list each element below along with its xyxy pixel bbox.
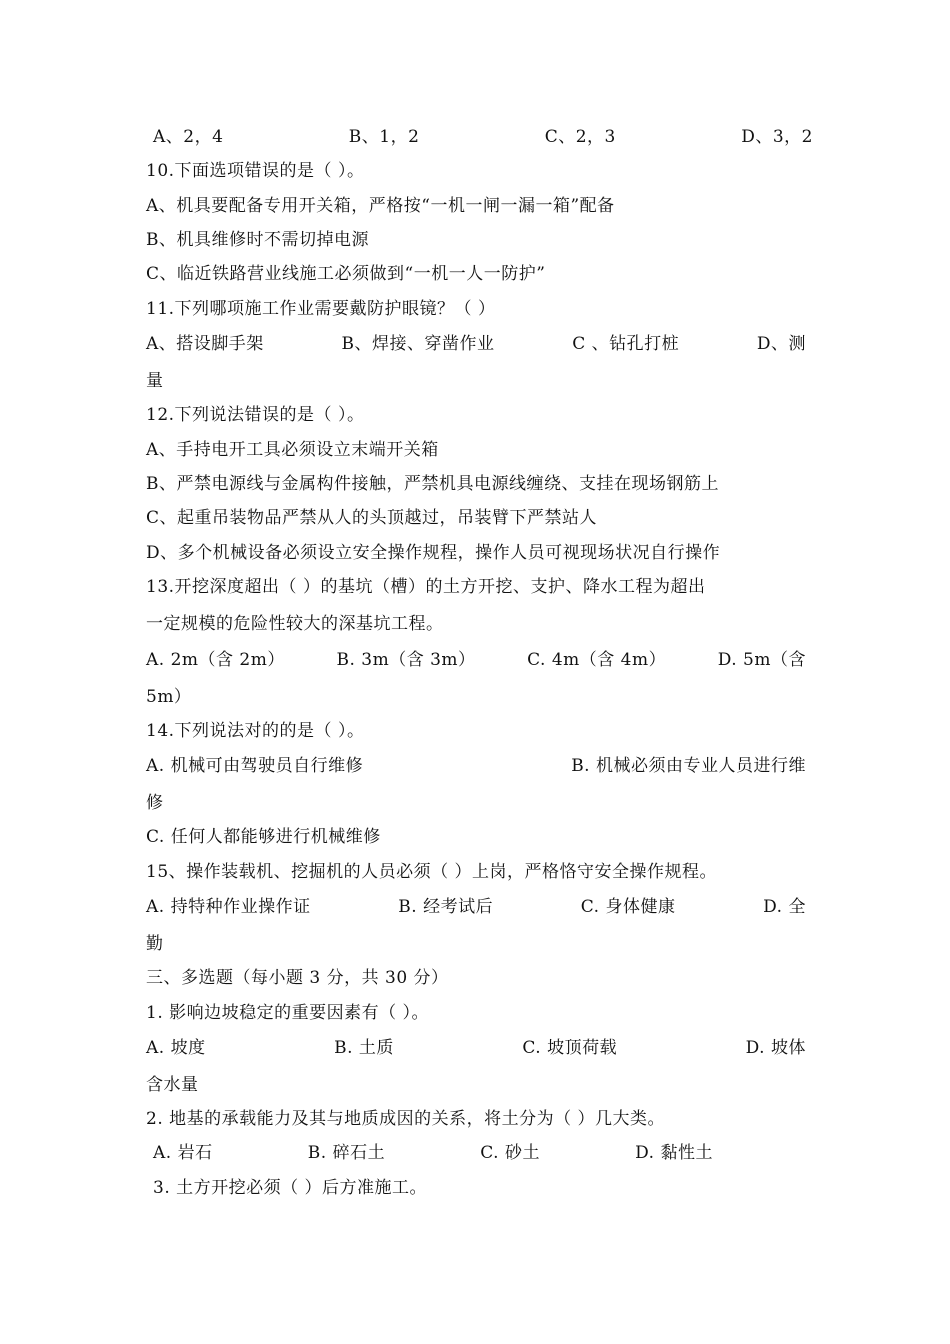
- mc-question-1-stem: 1. 影响边坡稳定的重要因素有（ ）。: [146, 1003, 430, 1023]
- option-c: C. 4m（含 4m）: [527, 650, 667, 670]
- question-15-stem: 15、操作装载机、挖掘机的人员必须（ ）上岗，严格恪守安全操作规程。: [146, 862, 718, 882]
- option-d: D. 全: [763, 897, 806, 917]
- question-14-wrap: 修: [146, 793, 164, 813]
- question-12-option-a: A、手持电开工具必须设立末端开关箱: [146, 440, 439, 460]
- question-9-options: [153, 127, 813, 147]
- option-a: A. 坡度: [146, 1038, 206, 1058]
- option-a: A. 持特种作业操作证: [146, 897, 311, 917]
- option-b: B、1，2: [348, 127, 420, 147]
- option-c: C、2，3: [544, 127, 616, 147]
- option-d: D、3，2: [741, 127, 813, 147]
- section-heading-multiple-choice: 三、多选题（每小题 3 分，共 30 分）: [146, 968, 449, 988]
- question-11-stem: 11.下列哪项施工作业需要戴防护眼镜？（ ）: [146, 299, 496, 319]
- option-d: D. 5m（含: [717, 650, 806, 670]
- option-a: A. 岩石: [153, 1143, 213, 1163]
- option-a: A、2，4: [153, 127, 224, 147]
- mc-question-1-wrap: 含水量: [146, 1075, 199, 1095]
- mc-question-2-options: [153, 1143, 713, 1163]
- option-d: D、测: [756, 334, 806, 354]
- question-12-option-c: C、起重吊装物品严禁从人的头顶越过，吊装臂下严禁站人: [146, 508, 598, 528]
- question-11-wrap: 量: [146, 371, 164, 391]
- option-c: C. 身体健康: [580, 897, 676, 917]
- question-14-options: [146, 756, 806, 776]
- option-c: C. 坡顶荷载: [522, 1038, 618, 1058]
- question-10-option-b: B、机具维修时不需切掉电源: [146, 230, 369, 250]
- option-b: B. 碎石土: [307, 1143, 386, 1163]
- option-c: C. 砂土: [480, 1143, 540, 1163]
- question-12-stem: 12.下列说法错误的是（ ）。: [146, 405, 365, 425]
- option-b: B. 3m（含 3m）: [336, 650, 476, 670]
- option-d: D. 黏性土: [635, 1143, 713, 1163]
- option-b: B. 机械必须由专业人员进行维: [571, 756, 806, 776]
- question-14-option-c: C. 任何人都能够进行机械维修: [146, 827, 381, 847]
- mc-question-3-stem: 3. 土方开挖必须（ ）后方准施工。: [153, 1178, 428, 1198]
- option-b: B. 经考试后: [398, 897, 494, 917]
- option-a: A. 机械可由驾驶员自行维修: [146, 756, 364, 776]
- mc-question-2-stem: 2. 地基的承载能力及其与地质成因的关系，将土分为（ ）几大类。: [146, 1109, 666, 1129]
- question-13-wrap: 5m）: [146, 687, 192, 707]
- option-c: C 、钻孔打桩: [572, 334, 680, 354]
- option-a: A、搭设脚手架: [146, 334, 264, 354]
- question-15-options: [146, 897, 806, 917]
- mc-question-1-options: [146, 1038, 806, 1058]
- option-a: A. 2m（含 2m）: [146, 650, 285, 670]
- question-13-stem: 13.开挖深度超出（ ）的基坑（槽）的土方开挖、支护、降水工程为超出: [146, 577, 706, 597]
- option-b: B、焊接、穿凿作业: [341, 334, 495, 354]
- option-b: B. 土质: [334, 1038, 394, 1058]
- question-11-options: [146, 334, 806, 354]
- question-15-wrap: 勤: [146, 934, 164, 954]
- option-d: D. 坡体: [745, 1038, 806, 1058]
- question-10-option-a: A、机具要配备专用开关箱，严格按“一机一闸一漏一箱”配备: [146, 196, 615, 216]
- question-10-stem: 10.下面选项错误的是（ ）。: [146, 161, 365, 181]
- question-14-stem: 14.下列说法对的的是（ ）。: [146, 721, 365, 741]
- question-13-options: [146, 650, 806, 670]
- question-12-option-b: B、严禁电源线与金属构件接触，严禁机具电源线缠绕、支挂在现场钢筋上: [146, 474, 719, 494]
- question-13-stem-cont: 一定规模的危险性较大的深基坑工程。: [146, 614, 444, 634]
- question-12-option-d: D、多个机械设备必须设立安全操作规程，操作人员可视现场状况自行操作: [146, 543, 721, 563]
- question-10-option-c: C、临近铁路营业线施工必须做到“一机一人一防护”: [146, 264, 546, 284]
